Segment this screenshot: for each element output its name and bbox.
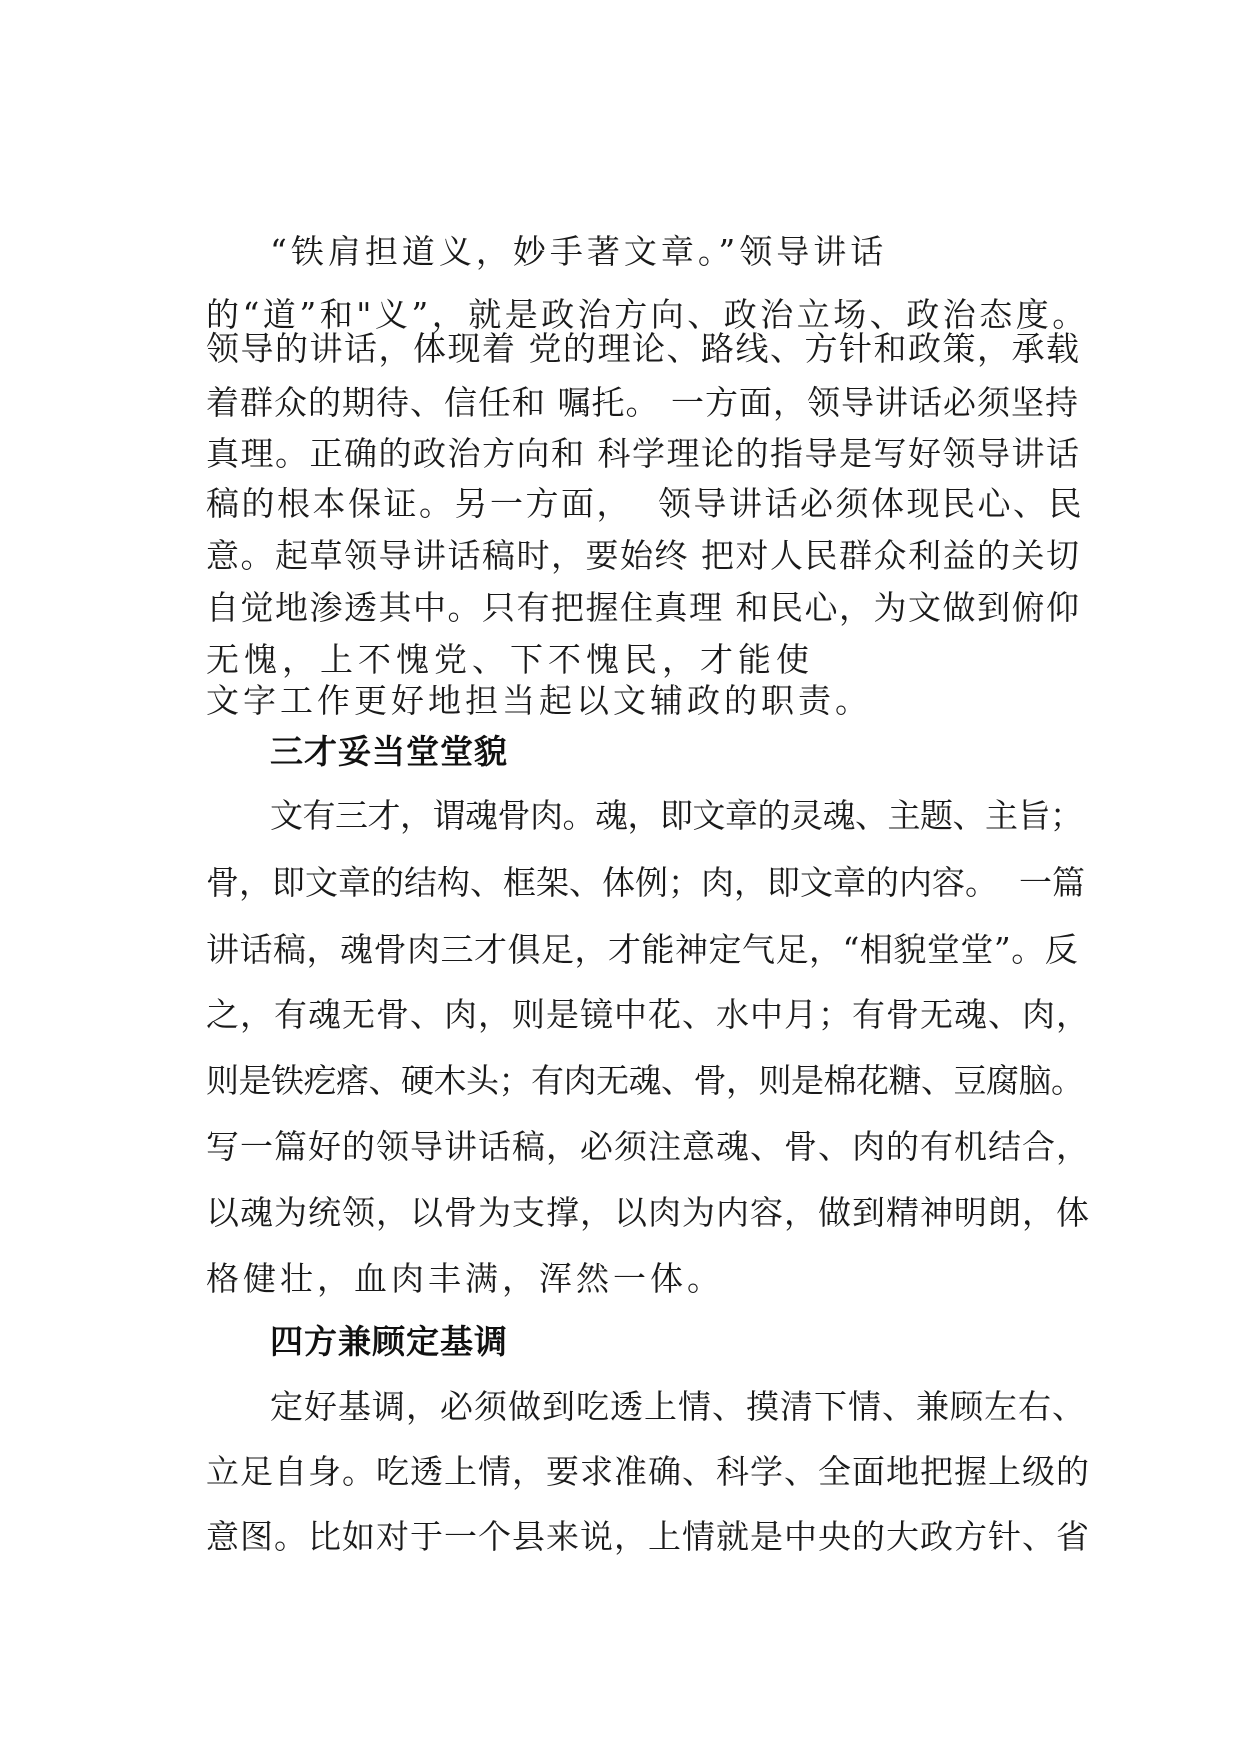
paragraph-line: 写一篇好的领导讲话稿，必须注意魂、骨、肉的有机结合， xyxy=(206,1127,1090,1166)
paragraph-line: 文字工作更好地担当起以文辅政的职责。 xyxy=(206,681,872,720)
paragraph-line: 领导的讲话，体现着 党的理论、路线、方针和政策，承载 xyxy=(206,329,1081,368)
section-heading: 四方兼顾定基调 xyxy=(270,1322,508,1361)
paragraph-line: 着群众的期待、信任和 嘱托。 一方面，领导讲话必须坚持 xyxy=(206,383,1079,422)
paragraph-line: 自觉地渗透其中。只有把握住真理 和民心，为文做到俯仰 xyxy=(206,588,1081,627)
paragraph-line: 无愧，上不愧党、下不愧民，才能使 xyxy=(206,640,814,679)
paragraph-line: 格健壮，血肉丰满，浑然一体。 xyxy=(206,1259,724,1298)
section-heading: 三才妥当堂堂貌 xyxy=(270,732,508,771)
paragraph-line: 意。起草领导讲话稿时，要始终 把对人民群众利益的关切 xyxy=(206,536,1081,575)
paragraph-line: 真理。正确的政治方向和 科学理论的指导是写好领导讲话 xyxy=(206,434,1081,473)
paragraph-line: 以魂为统领，以骨为支撑，以肉为内容，做到精神明朗，体 xyxy=(206,1193,1090,1232)
paragraph-line: 意图。比如对于一个县来说，上情就是中央的大政方针、省 xyxy=(206,1517,1090,1556)
paragraph-line: 稿的根本保证。另一方面， 领导讲话必须体现民心、民 xyxy=(206,484,1084,523)
paragraph-line: 文有三才，谓魂骨肉。魂，即文章的灵魂、主题、主旨； xyxy=(270,796,1083,835)
paragraph-line: 之，有魂无骨、肉，则是镜中花、水中月；有骨无魂、肉， xyxy=(206,995,1090,1034)
paragraph-line: 骨，即文章的结构、框架、体例；肉，即文章的内容。 一篇 xyxy=(206,863,1085,902)
paragraph-line: 则是铁疙瘩、硬木头；有肉无魂、骨，则是棉花糖、豆腐脑。 xyxy=(206,1061,1084,1100)
paragraph-line: 定好基调，必须做到吃透上情、摸清下情、兼顾左右、 xyxy=(270,1387,1086,1426)
paragraph-line: 的“道”和"义”，就是政治方向、政治立场、政治态度。 xyxy=(206,295,1089,334)
paragraph-line: 立足自身。吃透上情，要求准确、科学、全面地把握上级的 xyxy=(206,1452,1090,1491)
paragraph-line: 讲话稿，魂骨肉三才俱足，才能神定气足，“相貌堂堂”。反 xyxy=(206,930,1079,969)
paragraph-line: “铁肩担道义，妙手著文章。”领导讲话 xyxy=(270,232,888,271)
